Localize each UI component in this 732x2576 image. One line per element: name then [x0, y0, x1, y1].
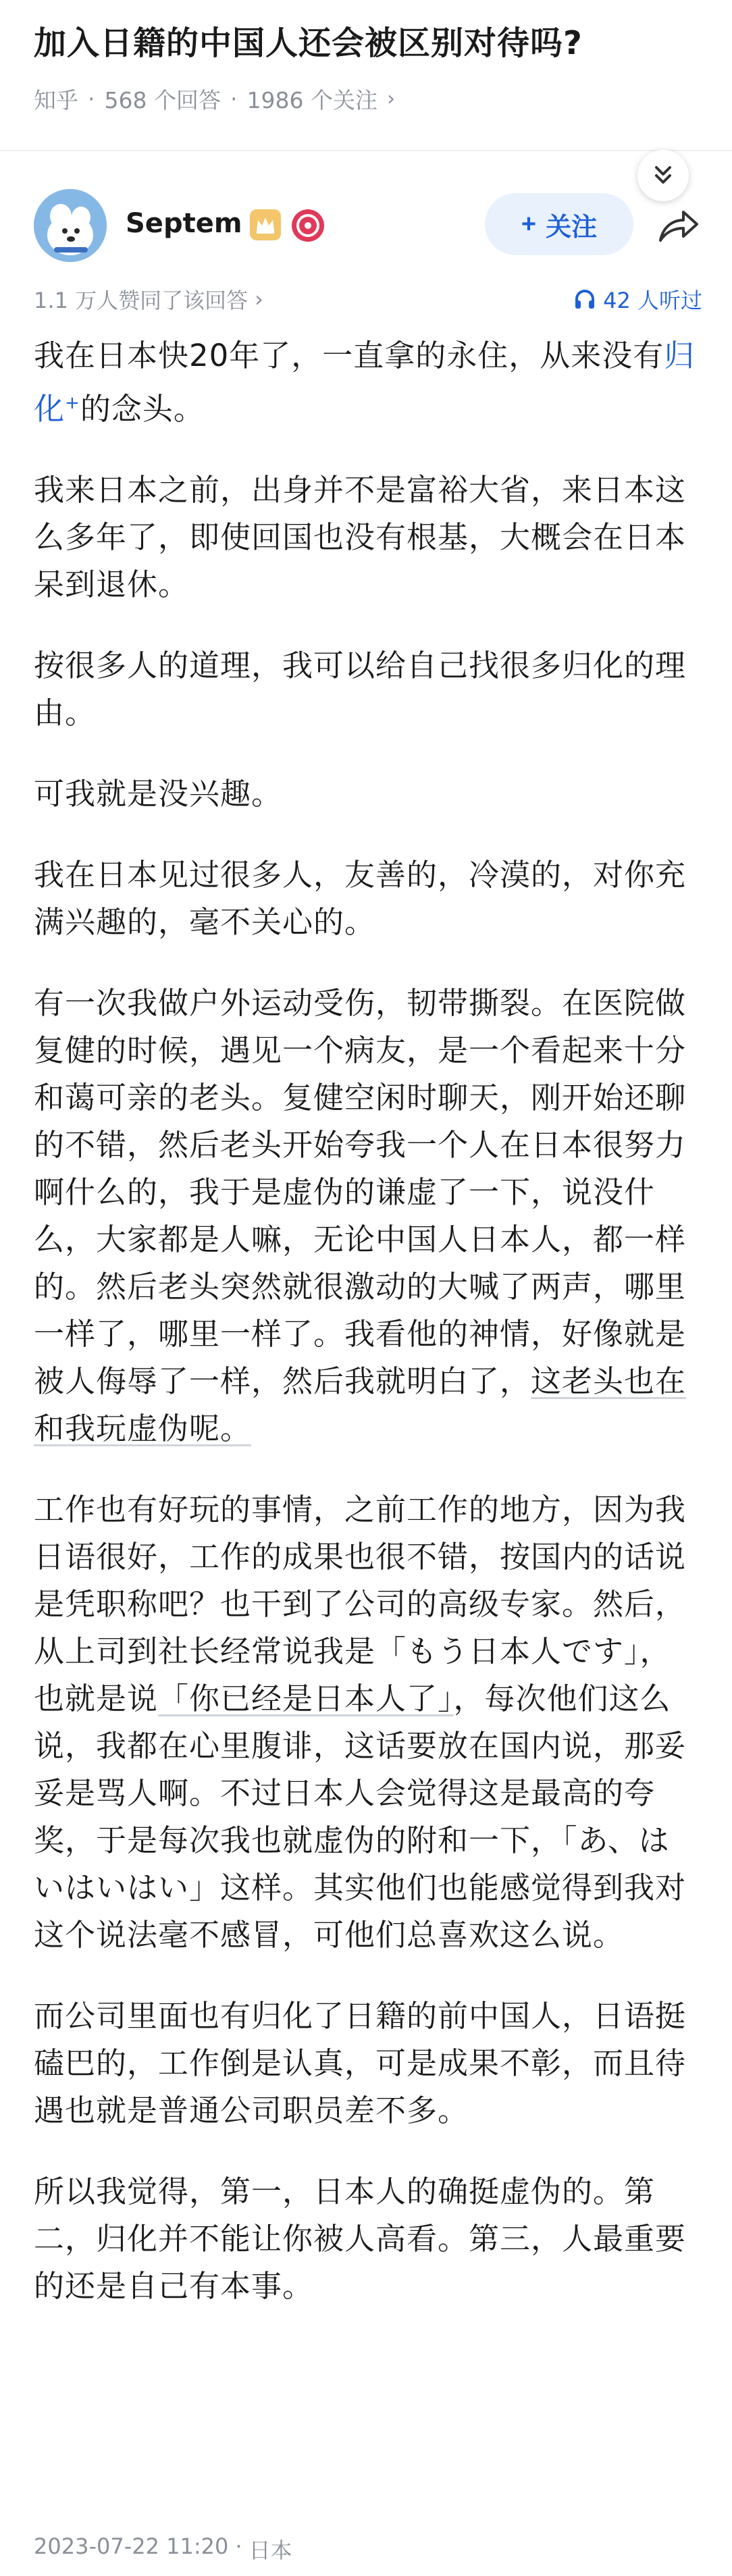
meta-separator-dot: ·	[230, 85, 238, 112]
source-label[interactable]: 知乎	[34, 86, 78, 113]
paragraph-8: 而公司里面也有归化了日籍的前中国人，日语挺磕巴的，工作倒是认真，可是成果不彰，而且待遇也就是普通公司职员差不多。	[34, 1998, 687, 2128]
paragraph-7	[34, 1486, 696, 1959]
stats-row	[34, 278, 702, 319]
avatar[interactable]	[34, 189, 107, 262]
answer-body	[34, 332, 696, 2344]
post-date: 2023-07-22 11:20	[34, 2533, 229, 2559]
post-location: 日本	[249, 2538, 292, 2563]
approval-count: 1.1 万人赞同了该回答	[34, 288, 249, 313]
question-title[interactable]: 加入日籍的中国人还会被区别对待吗?	[34, 24, 583, 62]
follower-count[interactable]: 1986 个关注	[246, 86, 377, 113]
meta-separator-dot: ·	[235, 2533, 242, 2559]
collapse-chevrons-icon	[650, 162, 677, 189]
author-row	[34, 189, 702, 263]
question-meta	[34, 80, 395, 117]
paragraph-text: 工作也有好玩的事情，之前工作的地方，因为我日语很好，工作的成果也很不错，按国内的话说是凭职称吧？也干到了公司的高级专家。然后，从上司到社长经常说我是「もう日本人です」，也就是说	[34, 1492, 687, 1716]
paragraph-2: 我来日本之前，出身并不是富裕大省，来日本这么多年了，即使回国也没有根基，大概会在日本呆到退休。	[34, 472, 687, 602]
highlighted-text[interactable]: 这老头也在和我玩虚伪呢。	[34, 1363, 687, 1446]
crown-badge-icon[interactable]	[249, 208, 282, 242]
chevron-right-icon: ›	[255, 286, 263, 312]
plus-icon: +	[521, 209, 537, 238]
follow-button[interactable]	[485, 193, 633, 255]
answer-footer	[34, 2533, 292, 2565]
header-divider	[0, 150, 732, 151]
listen-count-label: 42 人听过	[603, 288, 702, 313]
keyword-plus-icon: +	[65, 393, 80, 413]
avatar-image	[34, 189, 107, 262]
meta-separator-dot: ·	[88, 85, 95, 112]
paragraph-5: 我在日本见过很多人，友善的，冷漠的，对你充满兴趣的，毫不关心的。	[34, 857, 687, 940]
paragraph-text: 我在日本快20年了，一直拿的永住，从来没有	[34, 338, 664, 373]
paragraph-text: 有一次我做户外运动受伤，韧带撕裂。在医院做复健的时候，遇见一个病友，是一个看起来十分和蔼可亲的老头。复健空闲时聊天，刚开始还聊的不错，然后老头开始夸我一个人在日本很努力啊什么的，我于是虚伪的谦虚了一下，说没什么，大家都是人嘛，无论中国人日本人，都一样的。然后老头突然就很激动的大喊了两声，哪里一样了，哪里一样了。我看他的神情，好像就是被人侮辱了一样，然后我就明白了，	[34, 985, 687, 1399]
paragraph-6	[34, 980, 696, 1452]
keyword-text: 归化	[34, 338, 696, 427]
approval-summary[interactable]	[34, 284, 263, 315]
paragraph-3: 按很多人的道理，我可以给自己找很多归化的理由。	[34, 648, 687, 731]
red-badge-icon[interactable]	[290, 208, 325, 243]
paragraph-9: 所以我觉得，第一，日本人的确挺虚伪的。第二，归化并不能让你被人高看。第三，人最重要的还是自己有本事。	[34, 2174, 687, 2304]
chevron-right-icon[interactable]: ›	[386, 86, 395, 111]
listen-count[interactable]	[573, 284, 702, 315]
follow-button-label: 关注	[546, 213, 598, 242]
headphones-icon	[573, 288, 596, 311]
paragraph-4: 可我就是没兴趣。	[34, 776, 283, 812]
paragraph-text: ，每次他们这么说，我都在心里腹诽，这话要放在国内说，那妥妥是骂人啊。不过日本人会觉得这是最高的夸奖，于是每次我也就虚伪的附和一下，「あ、はいはいはい」这样。其实他们也能感觉得到我对这个说法毫不感冒，可他们总喜欢这么说。	[34, 1681, 687, 1953]
highlighted-text[interactable]: 「你已经是日本人了」	[158, 1681, 454, 1716]
share-icon[interactable]	[654, 201, 702, 250]
paragraph-1	[34, 332, 696, 433]
paragraph-text: 的念头。	[80, 391, 205, 427]
author-name[interactable]: Septem	[126, 208, 242, 239]
answer-count[interactable]: 568 个回答	[104, 86, 221, 113]
